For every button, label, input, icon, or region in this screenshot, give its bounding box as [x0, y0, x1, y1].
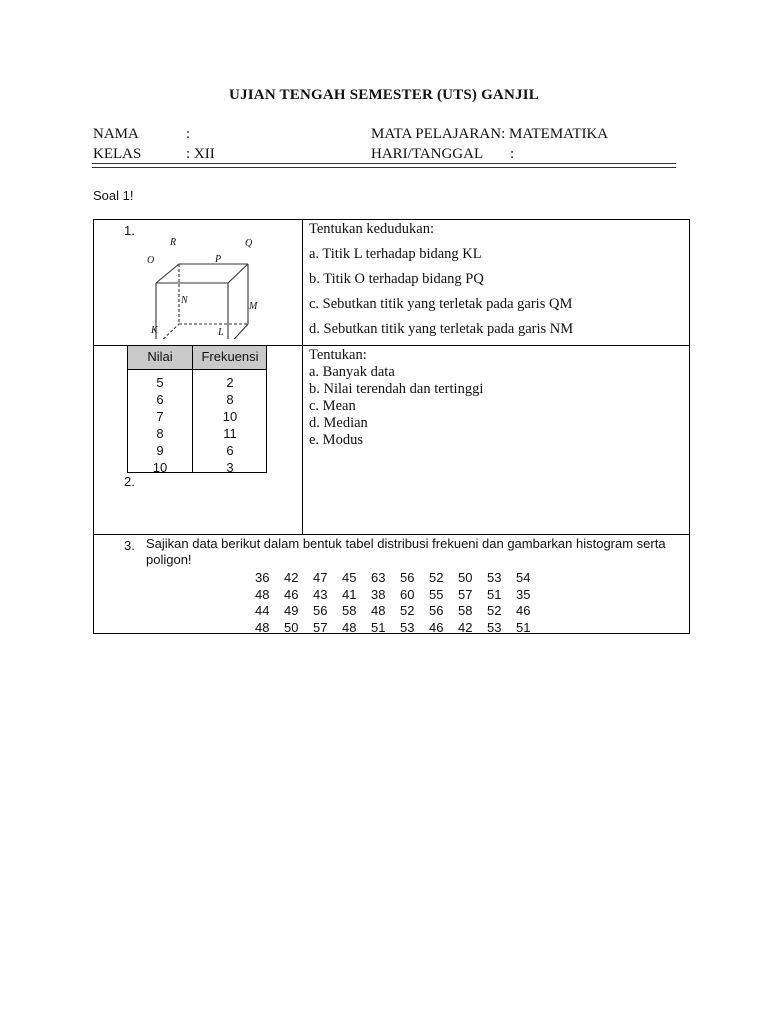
- frequency-table: [127, 345, 267, 473]
- kelas-label: KELAS: [93, 146, 142, 162]
- nilai-column: [128, 374, 192, 476]
- data-cell: 48: [342, 619, 357, 635]
- frekuensi-cell: 3: [226, 460, 234, 475]
- cube-labels: [146, 237, 276, 342]
- data-cell: 51: [516, 619, 531, 635]
- data-cell: 48: [371, 603, 386, 618]
- q3-number: 3.: [124, 538, 135, 553]
- cube-label-k: K: [151, 325, 158, 336]
- cube-label-m: M: [249, 301, 258, 312]
- frekuensi-cell: 11: [223, 426, 237, 441]
- data-cell: 63: [371, 570, 386, 585]
- nama-colon: :: [186, 126, 191, 142]
- data-cell: 56: [429, 603, 444, 618]
- soal-label: Soal 1!: [93, 188, 134, 203]
- mata-pelajaran: MATA PELAJARAN: MATEMATIKA: [371, 126, 609, 142]
- frekuensi-column: [192, 374, 268, 476]
- data-cell: 51: [487, 586, 502, 602]
- data-cell: 45: [342, 570, 357, 585]
- data-cell: 41: [342, 586, 357, 602]
- data-cell: 57: [313, 619, 328, 635]
- column-divider: [302, 220, 303, 534]
- data-row: [255, 570, 545, 587]
- row-divider: [94, 534, 689, 535]
- data-cell: 58: [458, 603, 473, 618]
- q1-heading: Tentukan kedudukan:: [309, 221, 435, 237]
- data-cell: 53: [487, 619, 502, 635]
- exam-title: UJIAN TENGAH SEMESTER (UTS) GANJIL: [229, 87, 539, 103]
- data-cell: 53: [487, 570, 502, 585]
- q3-data-grid: [255, 570, 545, 636]
- q1-item-a: a. Titik L terhadap bidang KL: [309, 246, 482, 262]
- nama-label: NAMA: [93, 126, 139, 142]
- data-cell: 44: [255, 603, 270, 618]
- hari-tanggal-colon: :: [510, 146, 515, 162]
- data-row: [255, 587, 545, 604]
- data-cell: 49: [284, 603, 299, 618]
- data-cell: 42: [284, 570, 299, 585]
- data-cell: 57: [458, 586, 473, 602]
- data-cell: 35: [516, 586, 531, 602]
- q1-item-b: b. Titik O terhadap bidang PQ: [309, 271, 484, 287]
- data-cell: 53: [400, 619, 415, 635]
- data-cell: 47: [313, 570, 328, 585]
- data-cell: 54: [516, 570, 531, 585]
- nilai-cell: 5: [156, 375, 164, 390]
- cube-label-r: R: [170, 237, 177, 248]
- q1-number: 1.: [124, 223, 135, 238]
- q2-item-b: b. Nilai terendah dan tertinggi: [309, 381, 484, 397]
- data-cell: 46: [429, 619, 444, 635]
- data-cell: 56: [313, 603, 328, 618]
- q2-item-c: c. Mean: [309, 398, 356, 414]
- kelas-value: : XII: [186, 146, 215, 162]
- data-cell: 50: [458, 570, 473, 585]
- cube-label-l: L: [218, 327, 224, 338]
- data-row: [255, 603, 545, 620]
- data-cell: 51: [371, 619, 386, 635]
- frekuensi-cell: 10: [222, 409, 238, 424]
- header-rule: [92, 163, 676, 164]
- data-cell: 55: [429, 586, 444, 602]
- nilai-cell: 6: [156, 392, 164, 407]
- data-cell: 60: [400, 586, 415, 602]
- data-cell: 50: [284, 619, 299, 635]
- data-cell: 52: [429, 570, 444, 585]
- q2-item-d: d. Median: [309, 415, 368, 431]
- q3-text: Sajikan data berikut dalam bentuk tabel distribusi frekueni dan gambarkan histogram serta poligon!: [146, 536, 666, 567]
- data-row: [255, 620, 545, 637]
- data-cell: 48: [255, 586, 270, 602]
- data-cell: 46: [516, 603, 531, 618]
- header-nilai: Nilai: [147, 349, 173, 364]
- data-cell: 46: [284, 586, 299, 602]
- nilai-cell: 9: [156, 443, 164, 458]
- cube-label-o: O: [147, 255, 155, 266]
- q2-item-e: e. Modus: [309, 432, 363, 448]
- data-cell: 48: [255, 619, 270, 635]
- nilai-cell: 10: [152, 460, 168, 475]
- q2-number: 2.: [124, 474, 135, 489]
- questions-table: [93, 219, 690, 634]
- data-cell: 52: [487, 603, 502, 618]
- frekuensi-cell: 6: [226, 443, 234, 458]
- frekuensi-cell: 8: [226, 392, 234, 407]
- data-cell: 38: [371, 586, 386, 602]
- q2-item-a: a. Banyak data: [309, 364, 395, 380]
- data-cell: 56: [400, 570, 415, 585]
- nilai-cell: 7: [156, 409, 164, 424]
- q1-item-c: c. Sebutkan titik yang terletak pada garis QM: [309, 296, 573, 312]
- data-cell: 42: [458, 619, 473, 635]
- cube-label-n: N: [181, 295, 188, 306]
- q1-item-d: d. Sebutkan titik yang terletak pada garis NM: [309, 321, 574, 337]
- data-cell: 43: [313, 586, 328, 602]
- data-cell: 58: [342, 603, 357, 618]
- frekuensi-cell: 2: [226, 375, 234, 390]
- data-cell: 36: [255, 570, 270, 585]
- header-frekuensi: Frekuensi: [201, 349, 259, 364]
- header-rule-double: [92, 167, 676, 168]
- q2-heading: Tentukan:: [309, 347, 367, 363]
- nilai-cell: 8: [156, 426, 164, 441]
- cube-label-q: Q: [245, 238, 253, 249]
- data-cell: 52: [400, 603, 415, 618]
- cube-label-p: P: [215, 254, 222, 265]
- hari-tanggal-label: HARI/TANGGAL: [371, 146, 484, 162]
